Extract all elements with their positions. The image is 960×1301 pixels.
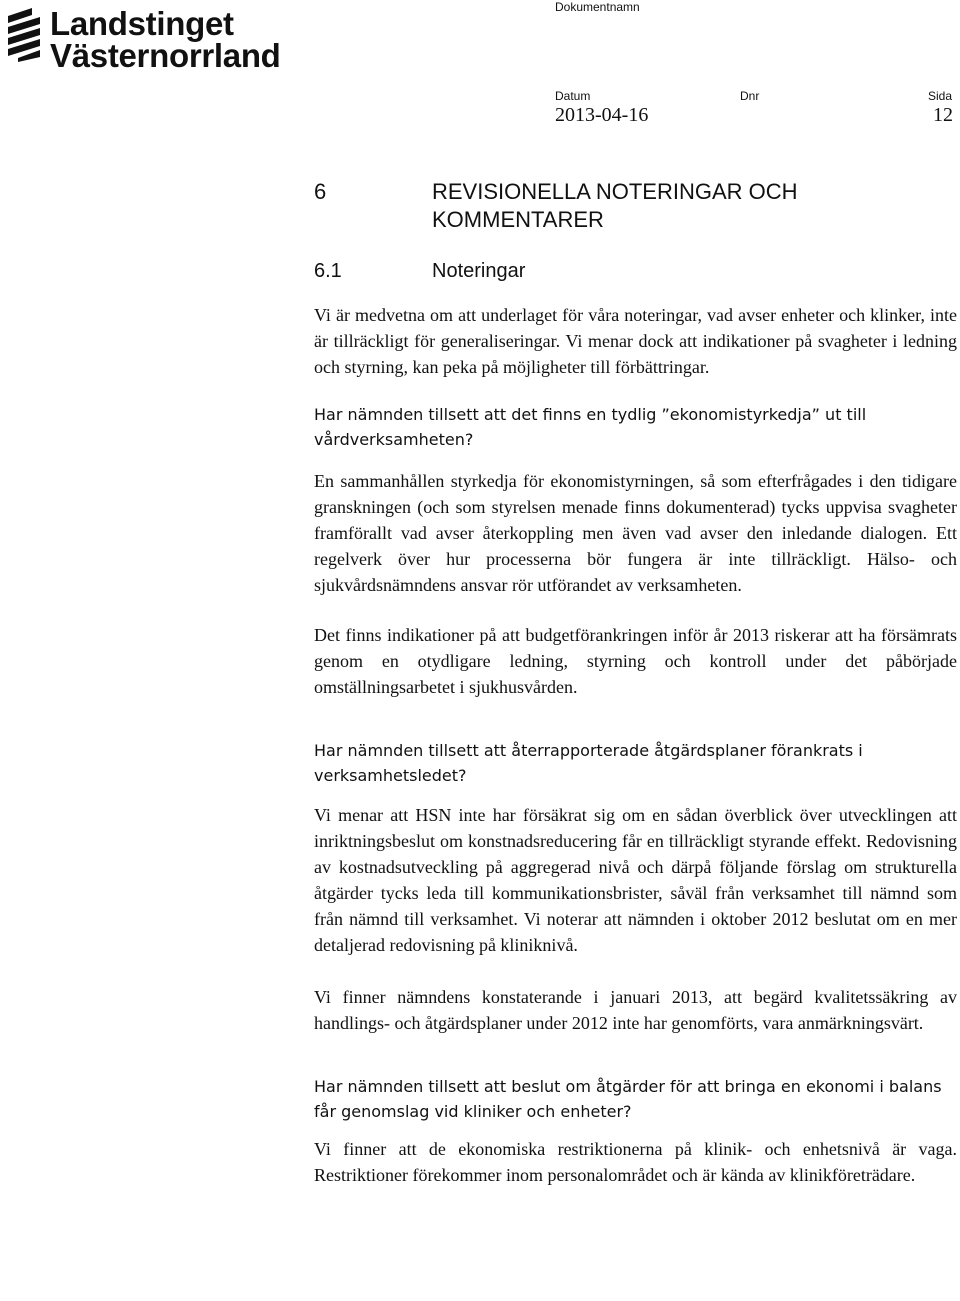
subsection-title: Noteringar: [432, 260, 526, 282]
page-label: Sida: [928, 89, 953, 103]
subsection-heading: [314, 258, 957, 284]
question-2: Har nämnden tillsett att återrapporterade åtgärdsplaner förankrats i verksamhetsledet?: [314, 741, 863, 785]
date-label: Datum: [555, 89, 591, 103]
subsection-number: 6.1: [314, 260, 342, 282]
answer-2-paragraph-2: Vi finner nämndens konstaterande i januari 2013, att begärd kvalitetssäkring av handlings- och åtgärdsplaner under 2012 inte har genomförts, vara anmärkningsvärt.: [314, 987, 957, 1033]
section-title: REVISIONELLA NOTERINGAR OCH KOMMENTARER: [432, 179, 798, 232]
section-number: 6: [314, 179, 327, 204]
org-logo: [6, 5, 281, 74]
answer-1-paragraph-1: En sammanhållen styrkedja för ekonomistyrningen, så som efterfrågades i den tidigare granskningen (och som styrelsen menade finns dokumenterad) tycks uppvisa svagheter framförallt vad avser återkoppling men även vad avser den inledande dialogen. Ett regelverk över hur processerna bör fungera är inte tillräckligt. Hälso- och sjukvårdsnämndens ansvar rör utförandet av verksamheten.: [314, 471, 957, 595]
answer-2-paragraph-1: Vi menar att HSN inte har försäkrat sig om en sådan överblick över utvecklingen att inriktningsbeslut om konstnadsreducering får en tillräckligt styrande effekt. Redovisning av kostnadsutveckling på aggregerad nivå och därpå följande förslag om strukturella åtgärder tycks leda till kommunikationsbrister, såväl från verksamhet till nämnd som från nämnd till verksamhet. Vi noterar att nämnden i oktober 2012 beslutat om en mer detaljerad redovisning på kliniknivå.: [314, 805, 957, 955]
question-3: Har nämnden tillsett att beslut om åtgärder för att bringa en ekonomi i balans får genomslag vid kliniker och enheter?: [314, 1077, 942, 1121]
section-heading: [314, 178, 957, 234]
question-1: Har nämnden tillsett att det finns en tydlig ”ekonomistyrkedja” ut till vårdverksamheten?: [314, 405, 867, 449]
org-name-line2: Västernorrland: [50, 37, 281, 74]
answer-3-paragraph-1: Vi finner att de ekonomiska restriktionerna på klinik- och enhetsnivå är vaga. Restriktioner förekommer inom personalområdet och är kända av klinikföreträdare.: [314, 1139, 957, 1185]
page-number: 12: [933, 104, 953, 126]
intro-paragraph: Vi är medvetna om att underlaget för våra noteringar, vad avser enheter och klinker, inte är tillräckligt för generaliseringar. Vi menar dock att indikationer på svagheter i ledning och styrning, kan peka på möjligheter till förbättringar.: [314, 305, 957, 377]
answer-1-paragraph-2: Det finns indikationer på att budgetförankringen inför år 2013 riskerar att ha försämrats genom en otydligare ledning, styrning och kontroll under det påbörjade omställningsarbetet i sjukhusvården.: [314, 625, 957, 697]
date-value: 2013-04-16: [555, 104, 649, 126]
landstinget-logo-icon: [6, 8, 42, 62]
document-name-label: Dokumentnamn: [555, 0, 640, 14]
dnr-label: Dnr: [740, 89, 760, 103]
org-name-line1: Landstinget: [50, 5, 234, 42]
document-body: [314, 178, 957, 1188]
